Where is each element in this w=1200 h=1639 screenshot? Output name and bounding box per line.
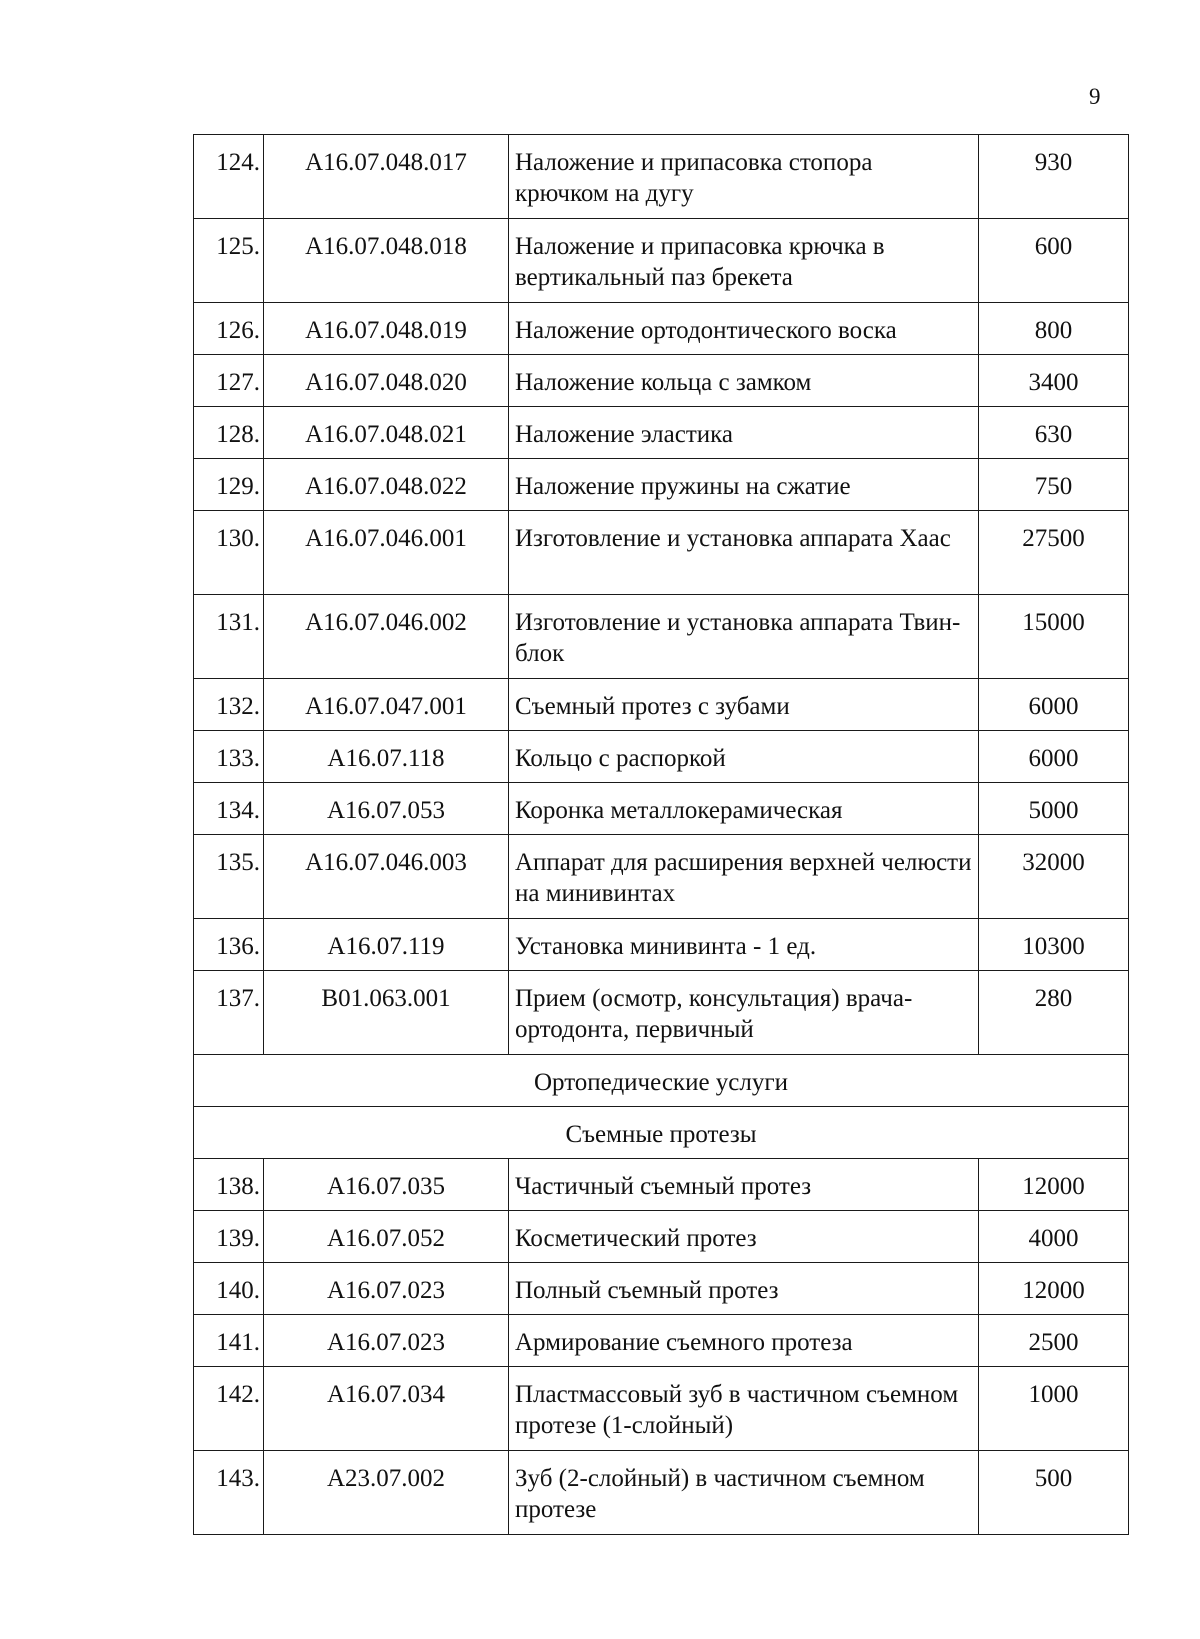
row-number: 143. (194, 1451, 264, 1535)
row-number: 140. (194, 1263, 264, 1315)
page-number: 9 (1089, 84, 1101, 109)
table-row (194, 1367, 1129, 1451)
service-name: Частичный съемный протез (509, 1159, 979, 1211)
service-price: 600 (979, 219, 1129, 303)
table-row (194, 1263, 1129, 1315)
service-name: Установка минивинта - 1 ед. (509, 919, 979, 971)
table-row (194, 731, 1129, 783)
row-number: 132. (194, 679, 264, 731)
service-name: Изготовление и установка аппарата Твин-блок (509, 595, 979, 679)
row-number: 135. (194, 835, 264, 919)
service-code: A16.07.118 (264, 731, 509, 783)
service-price: 630 (979, 407, 1129, 459)
table-row (194, 971, 1129, 1055)
row-number: 139. (194, 1211, 264, 1263)
table-row (194, 407, 1129, 459)
row-number: 130. (194, 511, 264, 595)
service-name: Съемный протез с зубами (509, 679, 979, 731)
row-number: 141. (194, 1315, 264, 1367)
row-number: 138. (194, 1159, 264, 1211)
price-table (193, 134, 1129, 1535)
section-row (194, 1055, 1129, 1107)
table-row (194, 783, 1129, 835)
service-price: 3400 (979, 355, 1129, 407)
table-row (194, 219, 1129, 303)
service-price: 5000 (979, 783, 1129, 835)
table-row (194, 1451, 1129, 1535)
service-name: Наложение ортодонтического воска (509, 303, 979, 355)
service-name: Полный съемный протез (509, 1263, 979, 1315)
service-name: Коронка металлокерамическая (509, 783, 979, 835)
service-price: 15000 (979, 595, 1129, 679)
service-name: Косметический протез (509, 1211, 979, 1263)
section-title: Ортопедические услуги (194, 1055, 1129, 1107)
service-price: 27500 (979, 511, 1129, 595)
row-number: 134. (194, 783, 264, 835)
table-row (194, 1159, 1129, 1211)
service-name: Наложение кольца с замком (509, 355, 979, 407)
service-code: B01.063.001 (264, 971, 509, 1055)
service-code: A16.07.048.019 (264, 303, 509, 355)
service-name: Аппарат для расширения верхней челюсти на минивинтах (509, 835, 979, 919)
service-name: Прием (осмотр, консультация) врача-ортодонта, первичный (509, 971, 979, 1055)
service-price: 6000 (979, 679, 1129, 731)
service-code: A16.07.046.002 (264, 595, 509, 679)
table-row (194, 459, 1129, 511)
service-price: 1000 (979, 1367, 1129, 1451)
service-code: A16.07.048.022 (264, 459, 509, 511)
service-code: A16.07.034 (264, 1367, 509, 1451)
service-code: A16.07.053 (264, 783, 509, 835)
service-price: 12000 (979, 1263, 1129, 1315)
service-code: A16.07.048.021 (264, 407, 509, 459)
row-number: 137. (194, 971, 264, 1055)
service-name: Изготовление и установка аппарата Хаас (509, 511, 979, 595)
service-code: A16.07.119 (264, 919, 509, 971)
row-number: 127. (194, 355, 264, 407)
table-row (194, 135, 1129, 219)
service-name: Кольцо с распоркой (509, 731, 979, 783)
service-price: 10300 (979, 919, 1129, 971)
service-code: A16.07.048.017 (264, 135, 509, 219)
service-code: A16.07.048.018 (264, 219, 509, 303)
service-code: A16.07.048.020 (264, 355, 509, 407)
row-number: 136. (194, 919, 264, 971)
service-price: 2500 (979, 1315, 1129, 1367)
service-price: 32000 (979, 835, 1129, 919)
row-number: 126. (194, 303, 264, 355)
service-name: Наложение и припасовка стопора крючком на дугу (509, 135, 979, 219)
service-name: Армирование съемного протеза (509, 1315, 979, 1367)
service-price: 6000 (979, 731, 1129, 783)
service-price: 500 (979, 1451, 1129, 1535)
service-price: 280 (979, 971, 1129, 1055)
table-row (194, 511, 1129, 595)
service-price: 4000 (979, 1211, 1129, 1263)
service-price: 750 (979, 459, 1129, 511)
service-code: A16.07.047.001 (264, 679, 509, 731)
row-number: 133. (194, 731, 264, 783)
table-row (194, 919, 1129, 971)
service-code: A16.07.046.001 (264, 511, 509, 595)
table-row (194, 1211, 1129, 1263)
service-name: Пластмассовый зуб в частичном съемном протезе (1-слойный) (509, 1367, 979, 1451)
service-code: A16.07.035 (264, 1159, 509, 1211)
price-table-body (194, 135, 1129, 1535)
row-number: 124. (194, 135, 264, 219)
table-row (194, 1315, 1129, 1367)
service-price: 930 (979, 135, 1129, 219)
service-code: A16.07.023 (264, 1263, 509, 1315)
service-code: A16.07.046.003 (264, 835, 509, 919)
table-row (194, 679, 1129, 731)
table-row (194, 595, 1129, 679)
row-number: 125. (194, 219, 264, 303)
service-price: 800 (979, 303, 1129, 355)
service-name: Наложение эластика (509, 407, 979, 459)
service-code: A16.07.023 (264, 1315, 509, 1367)
section-title: Съемные протезы (194, 1107, 1129, 1159)
service-price: 12000 (979, 1159, 1129, 1211)
row-number: 128. (194, 407, 264, 459)
service-name: Наложение и припасовка крючка в вертикальный паз брекета (509, 219, 979, 303)
service-name: Наложение пружины на сжатие (509, 459, 979, 511)
service-code: A16.07.052 (264, 1211, 509, 1263)
row-number: 129. (194, 459, 264, 511)
table-row (194, 835, 1129, 919)
section-row (194, 1107, 1129, 1159)
service-code: A23.07.002 (264, 1451, 509, 1535)
service-name: Зуб (2-слойный) в частичном съемном протезе (509, 1451, 979, 1535)
row-number: 142. (194, 1367, 264, 1451)
row-number: 131. (194, 595, 264, 679)
table-row (194, 355, 1129, 407)
table-row (194, 303, 1129, 355)
